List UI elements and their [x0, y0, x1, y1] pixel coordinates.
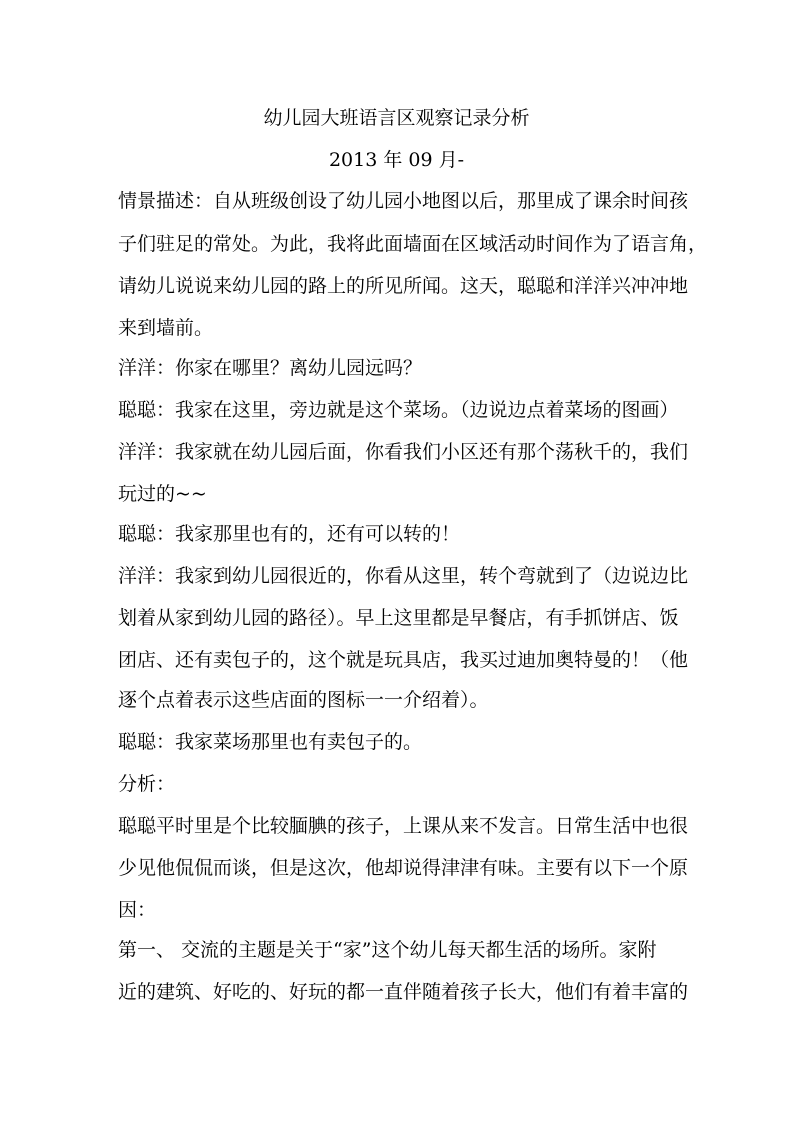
section-heading: 分析：: [118, 773, 176, 795]
paragraph-line: 近的建筑、好吃的、好玩的都一直伴随着孩子长大，他们有着丰富的: [118, 981, 689, 1003]
paragraph-line: 子们驻足的常处。为此，我将此面墙面在区域活动时间作为了语言角，: [118, 233, 708, 255]
dialogue-line: 聪聪：我家菜场那里也有卖包子的。: [118, 731, 423, 753]
document-title: 幼儿园大班语言区观察记录分析: [263, 107, 530, 129]
dialogue-line: 玩过的~~: [118, 483, 207, 505]
paragraph-line: 情景描述：自从班级创设了幼儿园小地图以后，那里成了课余时间孩: [118, 190, 689, 212]
paragraph-line: 少见他侃侃而谈，但是这次，他却说得津津有味。主要有以下一个原: [118, 857, 689, 879]
dialogue-line: 团店、还有卖包子的，这个就是玩具店，我买过迪加奥特曼的！（他: [118, 649, 689, 671]
dialogue-line: 聪聪：我家那里也有的，还有可以转的！: [118, 523, 461, 545]
paragraph-line: 第一、 交流的主题是关于“家”这个幼儿每天都生活的场所。家附: [118, 939, 657, 961]
dialogue-line: 划着从家到幼儿园的路径）。早上这里都是早餐店，有手抓饼店、饭: [118, 607, 679, 629]
paragraph-line: 请幼儿说说来幼儿园的路上的所见所闻。这天，聪聪和洋洋兴冲冲地: [118, 275, 689, 297]
dialogue-line: 洋洋：我家到幼儿园很近的，你看从这里，转个弯就到了（边说边比: [118, 565, 689, 587]
dialogue-line: 聪聪：我家在这里，旁边就是这个菜场。（边说边点着菜场的图画）: [118, 399, 679, 421]
dialogue-line: 逐个点着表示这些店面的图标一一介绍着）。: [118, 689, 489, 711]
dialogue-line: 洋洋：你家在哪里？离幼儿园远吗？: [118, 357, 423, 379]
document-date: 2013 年 09 月-: [328, 149, 465, 171]
dialogue-line: 洋洋：我家就在幼儿园后面，你看我们小区还有那个荡秋千的，我们: [118, 441, 689, 463]
paragraph-line: 来到墙前。: [118, 317, 214, 339]
paragraph-line: 因：: [118, 899, 157, 921]
paragraph-line: 聪聪平时里是个比较腼腆的孩子，上课从来不发言。日常生活中也很: [118, 815, 689, 837]
